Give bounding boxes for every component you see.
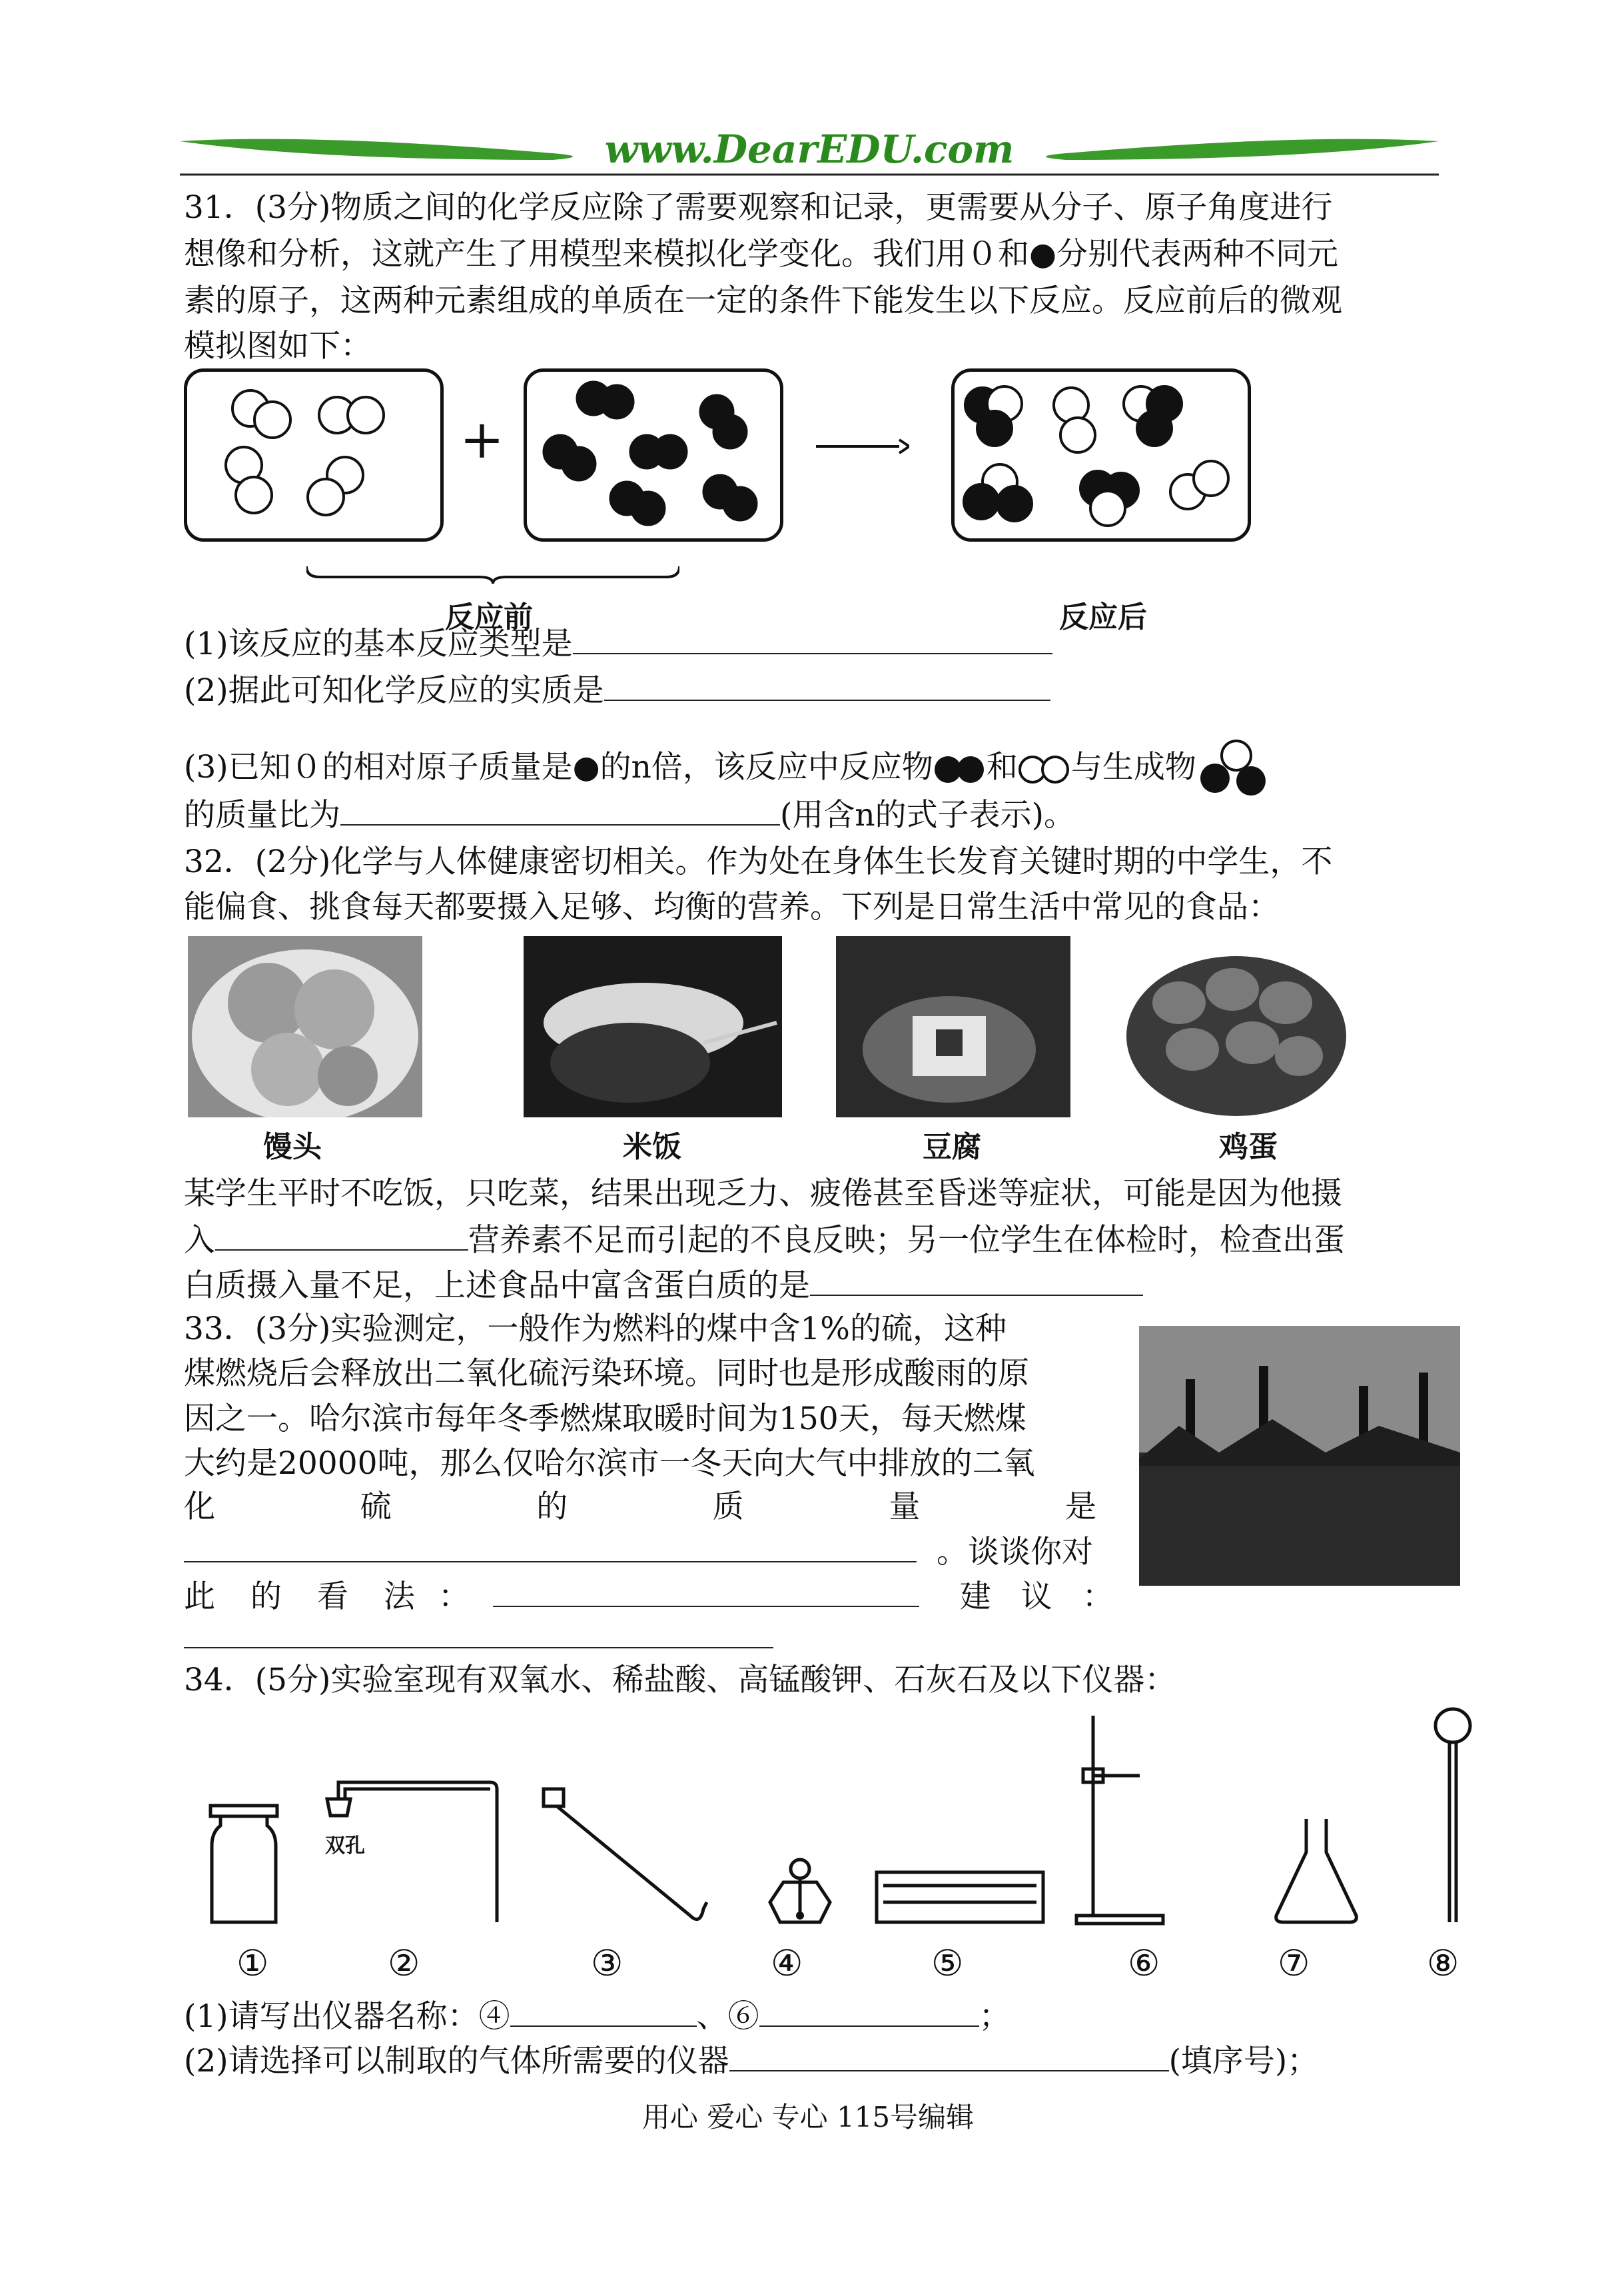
answer-blank-mass-ratio[interactable] — [340, 796, 780, 826]
black-molecule-icon — [933, 755, 987, 784]
apparatus-number-2: ② — [388, 1942, 420, 1984]
q31-line-2: 想像和分析，这就产生了用模型来模拟化学变化。我们用０和●分别代表两种不同元 — [184, 236, 1339, 273]
plus-sign: + — [460, 408, 505, 470]
answer-blank-apparatus-4[interactable] — [510, 1998, 697, 2027]
q33-line-1: 33．(3分)实验测定，一般作为燃料的煤中含1%的硫，这种 — [184, 1311, 1007, 1347]
q31-part-3-cont: 的质量比为 (用含n的式子表示)。 — [184, 797, 1075, 834]
food-label-tofu: 豆腐 — [923, 1130, 981, 1164]
apparatus-number-5: ⑤ — [931, 1942, 964, 1984]
q31-line-1: 31．(3分)物质之间的化学反应除了需要观察和记录，更需要从分子、原子角度进行 — [184, 189, 1333, 226]
answer-blank-reaction-type[interactable] — [573, 625, 1052, 654]
answer-blank-so2-mass[interactable] — [184, 1533, 917, 1562]
q31-part-3: (3)已知０的相对原子质量是●的n倍，该反应中反应物 和 与生成物 — [184, 740, 1270, 800]
q33-line-2: 煤燃烧后会释放出二氧化硫污染环境。同时也是形成酸雨的原 — [184, 1355, 1029, 1392]
q31-part-2: (2)据此可知化学反应的实质是 — [184, 670, 1050, 712]
food-photo-rice — [524, 936, 782, 1117]
q31-line-4: 模拟图如下： — [184, 328, 372, 364]
apparatus-number-7: ⑦ — [1278, 1942, 1310, 1984]
apparatus-row — [184, 1702, 1483, 1969]
white-molecule-icon — [1018, 755, 1071, 784]
food-label-rice: 米饭 — [623, 1130, 681, 1164]
apparatus-number-8: ⑧ — [1427, 1942, 1459, 1984]
answer-blank-reaction-essence[interactable] — [604, 672, 1050, 701]
reactant-box-white — [184, 368, 444, 542]
product-molecule-icon — [1196, 740, 1270, 800]
food-label-eggs: 鸡蛋 — [1219, 1130, 1278, 1164]
food-photo-steamed-buns — [188, 936, 422, 1117]
food-photo-eggs — [1119, 936, 1354, 1117]
q32-line-1: 32．(2分)化学与人体健康密切相关。作为处在身体生长发育关键时期的中学生，不 — [184, 844, 1333, 880]
reactant-box-black — [524, 368, 783, 542]
q32-text-2: 入 营养素不足而引起的不良反映；另一位学生在体检时，检查出蛋 — [184, 1222, 1345, 1259]
q34-part-2: (2)请选择可以制取的气体所需要的仪器 (填序号)； — [184, 2043, 1319, 2079]
answer-blank-apparatus-6[interactable] — [759, 1998, 979, 2027]
double-hole-label: 双孔 — [325, 1834, 365, 1858]
page-footer: 用心 爱心 专心 115号编辑 — [641, 2101, 975, 2133]
apparatus-number-1: ① — [236, 1942, 269, 1984]
answer-blank-suggestion[interactable] — [184, 1647, 773, 1648]
q33-line-6: 。谈谈你对 — [184, 1531, 1093, 1574]
apparatus-number-3: ③ — [591, 1942, 623, 1984]
q33-line-7: 此 的 看 法 ： 建 议 ： — [184, 1578, 1114, 1615]
answer-blank-protein-food[interactable] — [810, 1267, 1143, 1296]
q32-line-2: 能偏食、挑食每天都要摄入足够、均衡的营养。下列是日常生活中常见的食品： — [184, 889, 1280, 925]
before-label: 反应前 — [445, 600, 533, 634]
q33-line-4: 大约是20000吨，那么仅哈尔滨市一冬天向大气中排放的二氧 — [184, 1445, 1035, 1482]
q32-text-1: 某学生平时不吃饭，只吃菜，结果出现乏力、疲倦甚至昏迷等症状，可能是因为他摄 — [184, 1175, 1342, 1212]
site-title: www.DearEDU.com — [604, 127, 1014, 172]
q31-line-3: 素的原子，这两种元素组成的单质在一定的条件下能发生以下反应。反应前后的微观 — [184, 283, 1342, 319]
product-box — [951, 368, 1251, 542]
q33-line-5: 化 硫 的 质 量 是 — [184, 1488, 1096, 1525]
answer-blank-nutrient[interactable] — [215, 1221, 468, 1251]
q31-part-1: (1)该反应的基本反应类型是 — [184, 623, 1052, 666]
apparatus-number-6: ⑥ — [1128, 1942, 1160, 1984]
q34-line-1: 34．(5分)实验室现有双氧水、稀盐酸、高锰酸钾、石灰石及以下仪器： — [184, 1662, 1176, 1698]
header-banner — [180, 127, 1439, 180]
photo-smokestacks — [1139, 1326, 1460, 1586]
q33-line-3: 因之一。哈尔滨市每年冬季燃煤取暖时间为150天，每天燃煤 — [184, 1401, 1026, 1437]
food-label-steamed-buns: 馒头 — [263, 1130, 322, 1164]
after-label: 反应后 — [1059, 600, 1147, 634]
before-brace — [306, 565, 679, 588]
answer-blank-opinion[interactable] — [493, 1578, 919, 1607]
answer-blank-apparatus-choice[interactable] — [729, 2042, 1169, 2071]
apparatus-number-4: ④ — [771, 1942, 803, 1984]
reaction-arrow — [816, 436, 909, 459]
q34-part-1: (1)请写出仪器名称：④ 、⑥ ； — [184, 1998, 1010, 2035]
food-photo-tofu — [836, 936, 1070, 1117]
q32-text-3: 白质摄入量不足，上述食品中富含蛋白质的是 — [184, 1265, 1143, 1307]
